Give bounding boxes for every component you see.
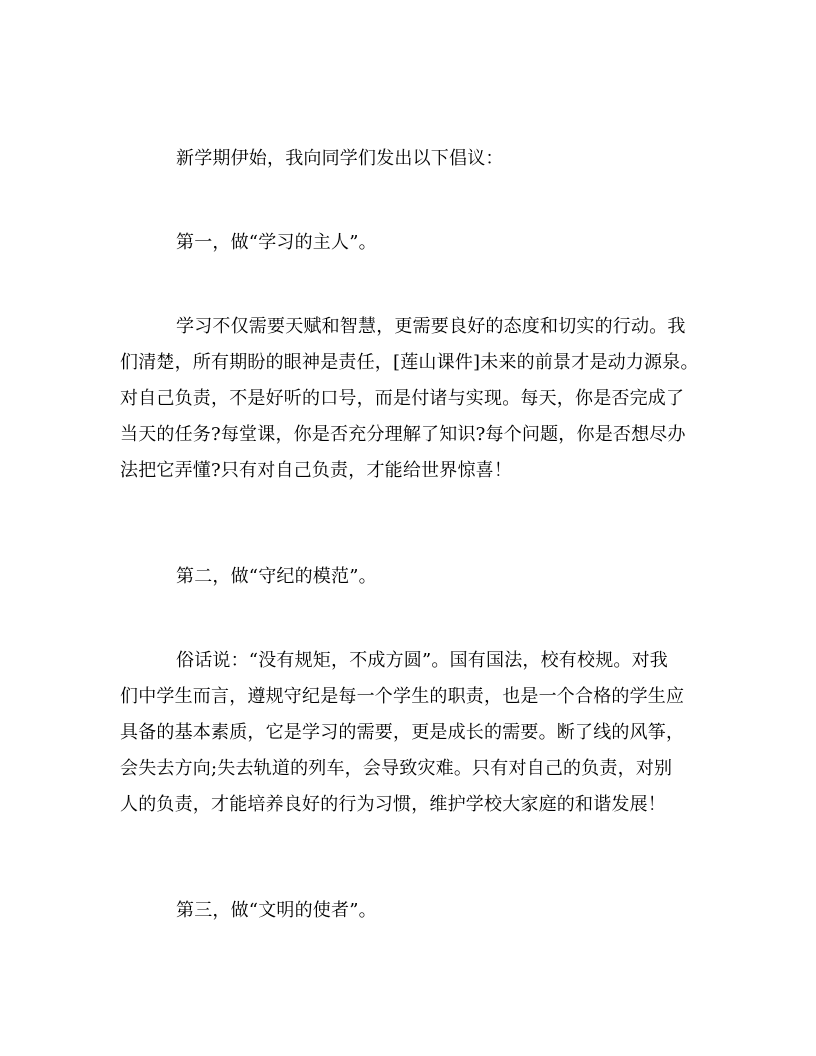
paragraph-first-line-2: 们清楚，所有期盼的眼神是责任，[莲山课件]未来的前景才是动力源泉。 bbox=[120, 352, 699, 373]
paragraph-first-line-4: 当天的任务?每堂课，你是否充分理解了知识?每个问题，你是否想尽办 bbox=[120, 424, 686, 445]
paragraph-second-line-4: 会失去方向;失去轨道的列车，会导致灾难。只有对自己的负责，对别 bbox=[120, 758, 673, 779]
paragraph-second-line-2: 们中学生而言，遵规守纪是每一个学生的职责，也是一个合格的学生应 bbox=[120, 686, 685, 707]
paragraph-first-line-5: 法把它弄懂?只有对自己负责，才能给世界惊喜！ bbox=[120, 460, 513, 481]
heading-third: 第三，做“文明的使者”。 bbox=[176, 900, 377, 921]
paragraph-second-line-3: 具备的基本素质，它是学习的需要，更是成长的需要。断了线的风筝， bbox=[120, 722, 685, 743]
paragraph-first-line-1: 学习不仅需要天赋和智慧，更需要良好的态度和切实的行动。我 bbox=[176, 316, 686, 337]
intro-line: 新学期伊始，我向同学们发出以下倡议： bbox=[176, 148, 504, 169]
paragraph-second-line-5: 人的负责，才能培养良好的行为习惯，维护学校大家庭的和谐发展！ bbox=[120, 794, 666, 815]
paragraph-second-line-1: 俗话说：“没有规矩，不成方圆”。国有国法，校有校规。对我 bbox=[176, 650, 669, 671]
heading-first: 第一，做“学习的主人”。 bbox=[176, 232, 377, 253]
heading-second: 第二，做“守纪的模范”。 bbox=[176, 566, 377, 587]
paragraph-first-line-3: 对自己负责，不是好听的口号，而是付诸与实现。每天，你是否完成了 bbox=[120, 388, 685, 409]
